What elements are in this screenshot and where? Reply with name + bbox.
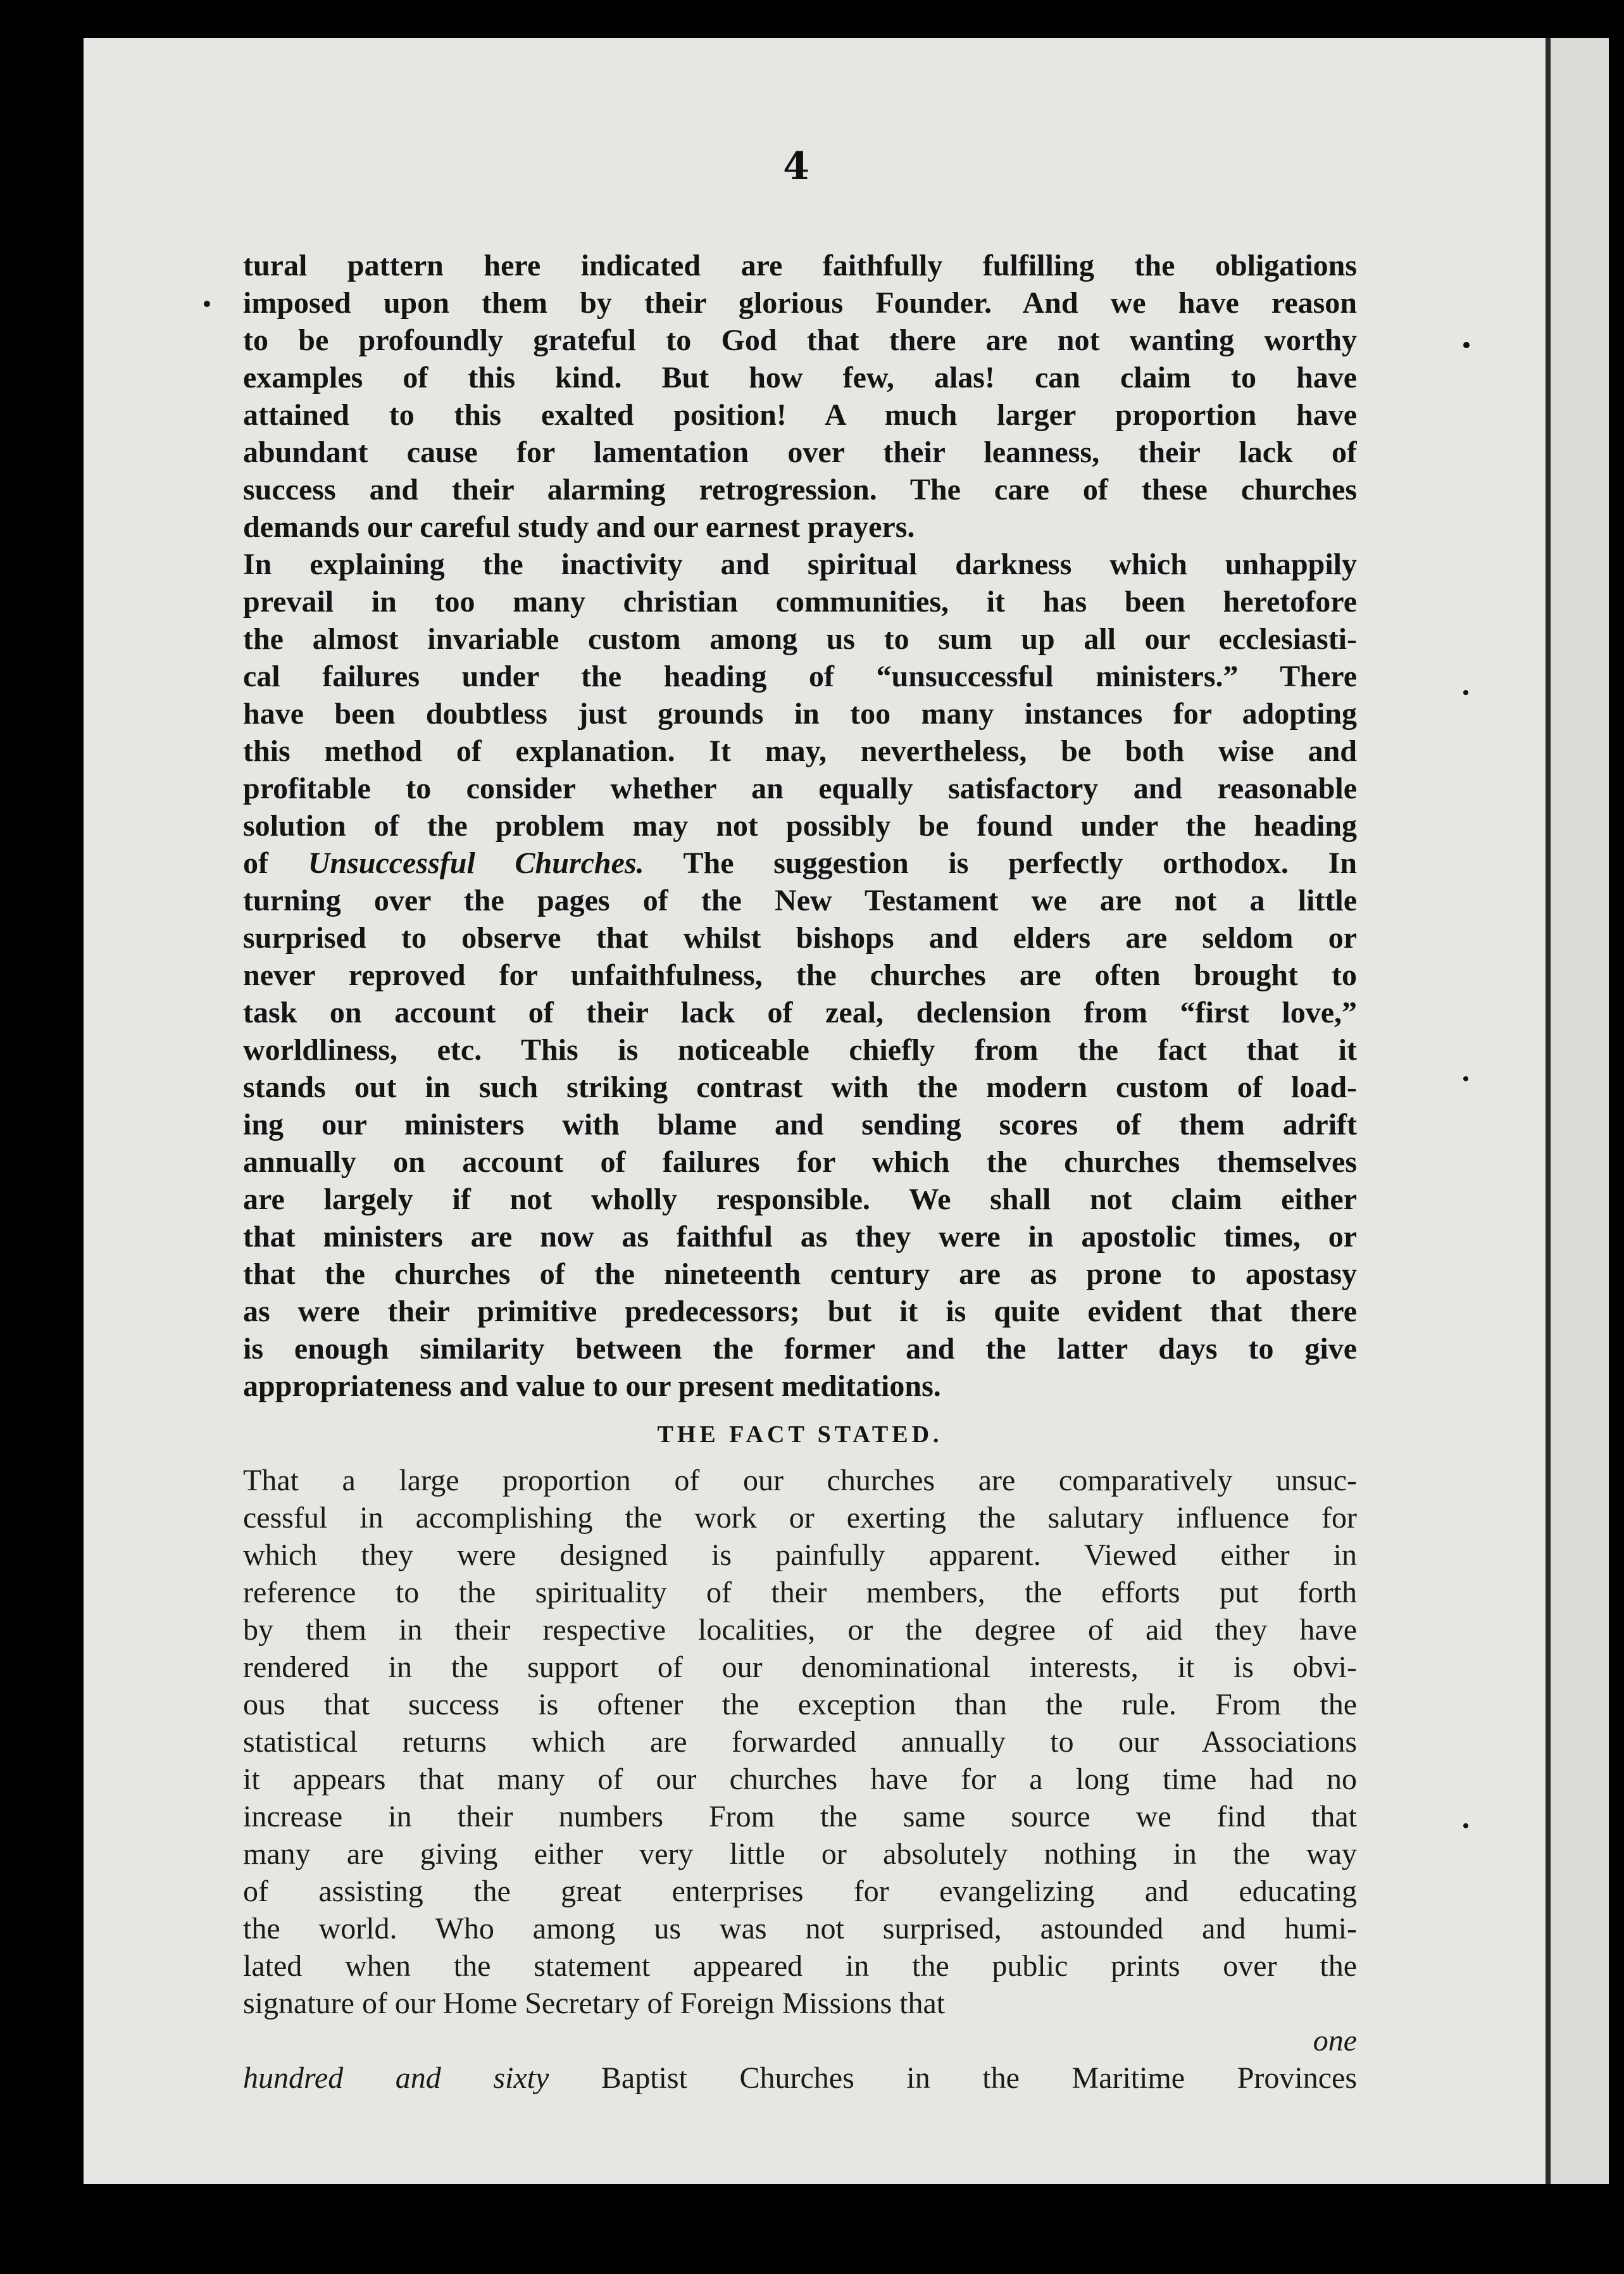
text-line: stands out in such striking contrast with the modern custom of load- xyxy=(243,1071,1357,1104)
text-line: ing our ministers with blame and sending scores of them adrift xyxy=(243,1108,1357,1141)
text-line: is enough similarity between the former and the latter days to give xyxy=(243,1332,1357,1366)
text-line: many are giving either very little or absolutely nothing in the way xyxy=(243,1837,1357,1871)
text-line: tural pattern here indicated are faithfully fulfilling the obligations xyxy=(243,249,1357,282)
text-line: one xyxy=(1313,2024,1357,2057)
ink-speck xyxy=(1463,1823,1468,1828)
body-text xyxy=(243,247,1357,2097)
text-line: of Unsuccessful Churches. The suggestion is perfectly orthodox. In xyxy=(243,846,1357,880)
text-line: signature of our Home Secretary of Foreign Missions that xyxy=(243,1987,946,2020)
text-line: surprised to observe that whilst bishops and elders are seldom or xyxy=(243,921,1357,955)
text-line: the world. Who among us was not surprised, astounded and humi- xyxy=(243,1912,1357,1945)
text-line: In explaining the inactivity and spiritual darkness which unhappily xyxy=(243,548,1357,581)
ink-speck xyxy=(1463,690,1468,695)
text-line: imposed upon them by their glorious Founder. And we have reason xyxy=(243,286,1357,320)
text-line: rendered in the support of our denominational interests, it is obvi- xyxy=(243,1650,1357,1684)
section-heading: THE FACT STATED. xyxy=(657,1421,943,1448)
text-line: demands our careful study and our earnest prayers. xyxy=(243,510,915,544)
text-line: of assisting the great enterprises for evangelizing and educating xyxy=(243,1875,1357,1908)
ink-speck xyxy=(1463,342,1470,348)
text-line: attained to this exalted position! A much larger proportion have xyxy=(243,398,1357,432)
text-line: never reproved for unfaithfulness, the churches are often brought to xyxy=(243,958,1357,992)
text-line: to be profoundly grateful to God that there are not wanting worthy xyxy=(243,324,1357,357)
text-line: this method of explanation. It may, nevertheless, be both wise and xyxy=(243,734,1357,768)
text-line: by them in their respective localities, or the degree of aid they have xyxy=(243,1613,1357,1647)
ink-speck xyxy=(204,301,210,307)
book-page xyxy=(84,38,1609,2184)
paragraph-upper-cont xyxy=(243,882,1357,1405)
text-line: which they were designed is painfully apparent. Viewed either in xyxy=(243,1538,1357,1572)
text-line: cal failures under the heading of “unsuccessful ministers.” There xyxy=(243,660,1357,693)
text-line: prevail in too many christian communities, it has been heretofore xyxy=(243,585,1357,619)
text-line: have been doubtless just grounds in too many instances for adopting xyxy=(243,697,1357,731)
paragraph-upper xyxy=(243,247,1357,845)
ink-speck xyxy=(1463,1076,1468,1081)
facing-page-edge xyxy=(1551,38,1609,2184)
text-line: hundred and sixty Baptist Churches in the Maritime Provinces xyxy=(243,2061,1357,2095)
text-line: it appears that many of our churches have for a long time had no xyxy=(243,1762,1357,1796)
text-line: appropriateness and value to our present meditations. xyxy=(243,1369,941,1403)
text-line: that the churches of the nineteenth century are as prone to apostasy xyxy=(243,1257,1357,1291)
page-binding-line xyxy=(1546,38,1551,2184)
text-line: solution of the problem may not possibly be found under the heading xyxy=(243,809,1357,843)
text-line: task on account of their lack of zeal, declension from “first love,” xyxy=(243,996,1357,1029)
text-line: increase in their numbers From the same source we find that xyxy=(243,1800,1357,1833)
text-line: reference to the spirituality of their members, the efforts put forth xyxy=(243,1576,1357,1609)
text-line: abundant cause for lamentation over their leanness, their lack of xyxy=(243,436,1357,469)
text-line: as were their primitive predecessors; but it is quite evident that there xyxy=(243,1295,1357,1328)
text-line: lated when the statement appeared in the public prints over the xyxy=(243,1949,1357,1983)
text-line: success and their alarming retrogression. The care of these churches xyxy=(243,473,1357,506)
text-line: That a large proportion of our churches are comparatively unsuc- xyxy=(243,1464,1357,1497)
text-line: cessful in accomplishing the work or exerting the salutary influence for xyxy=(243,1501,1357,1535)
page-number: 4 xyxy=(783,144,809,189)
paragraph-lower-lines xyxy=(243,1462,1357,2022)
paragraph-lower xyxy=(243,1462,1357,2097)
text-line: ous that success is oftener the exception than the rule. From the xyxy=(243,1688,1357,1721)
text-line: the almost invariable custom among us to sum up all our ecclesiasti- xyxy=(243,622,1357,656)
text-line: are largely if not wholly responsible. We shall not claim either xyxy=(243,1183,1357,1216)
text-line: turning over the pages of the New Testament we are not a little xyxy=(243,884,1357,917)
text-line: statistical returns which are forwarded annually to our Associations xyxy=(243,1725,1357,1759)
text-line: that ministers are now as faithful as they were in apostolic times, or xyxy=(243,1220,1357,1253)
text-line: annually on account of failures for which the churches themselves xyxy=(243,1145,1357,1179)
text-line: profitable to consider whether an equally satisfactory and reasonable xyxy=(243,772,1357,805)
text-line: examples of this kind. But how few, alas! can claim to have xyxy=(243,361,1357,394)
text-line: worldliness, etc. This is noticeable chiefly from the fact that it xyxy=(243,1033,1357,1067)
